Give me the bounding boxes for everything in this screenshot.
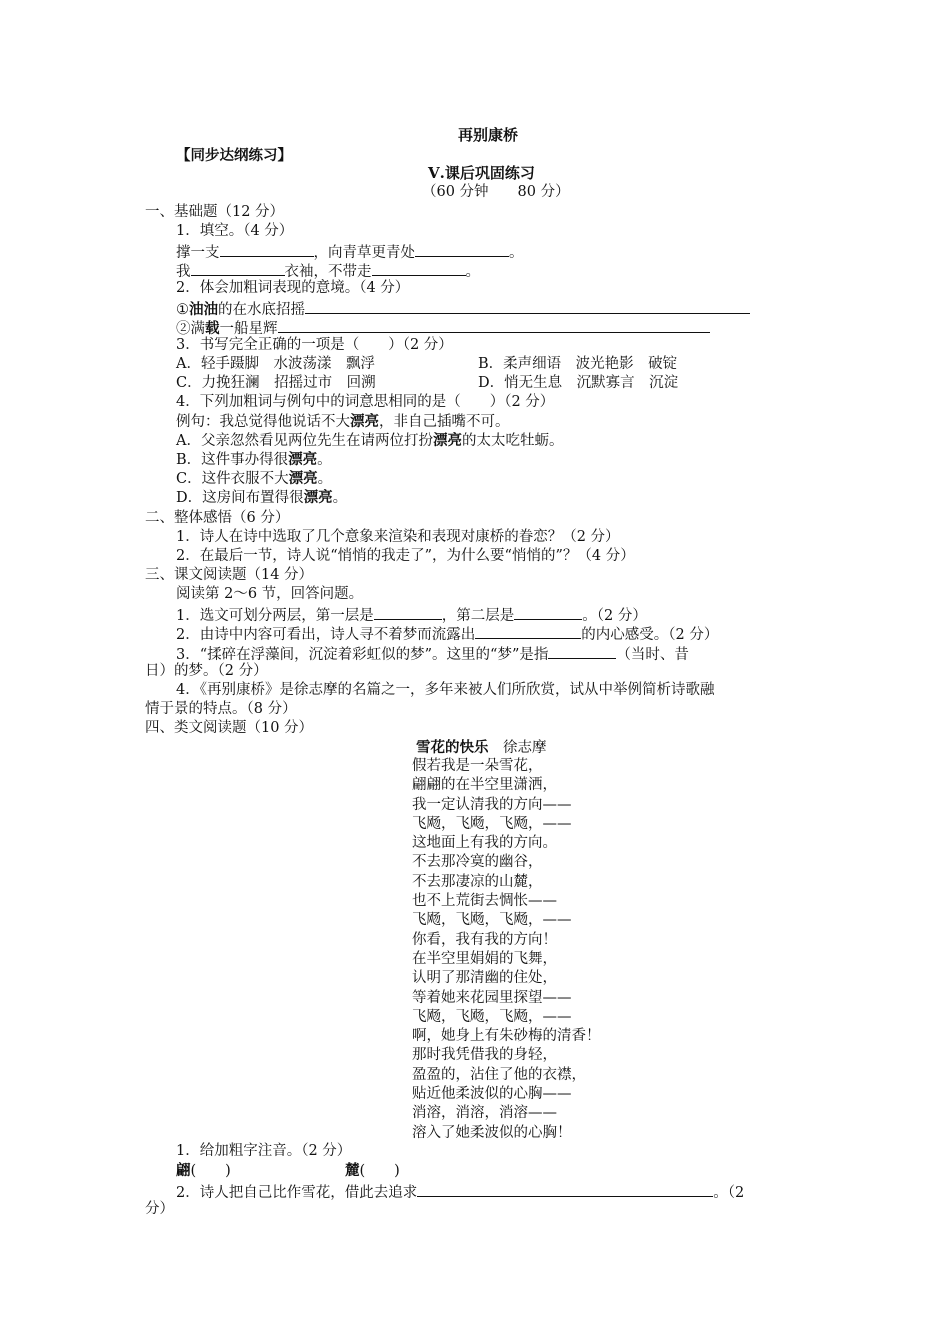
text: 。 [317,452,332,468]
answer-blank[interactable] [278,317,710,333]
bold-word: 漂亮 [303,489,333,506]
text: 我 [176,264,191,280]
poem-line: 不去那凄凉的山麓， [412,873,543,890]
p1-q4-option-a [176,431,563,451]
poem-line: 这地面上有我的方向。 [412,835,557,852]
bold-word: 漂亮 [288,470,318,487]
text: ，非自己插嘴不可。 [379,414,510,430]
poem-line: 那时我凭借我的身轻， [412,1047,557,1064]
p1-q3-option-d: D．悄无生息 沉默寡言 沉淀 [478,375,679,391]
answer-paren[interactable]: ( ) [190,1163,231,1179]
p1-q4-option-d [176,488,347,508]
bold-word: 漂亮 [432,432,462,449]
text: ① [176,302,189,318]
text: 一船星辉 [219,321,278,337]
bold-char: 翩 [176,1162,191,1179]
text: 满 [190,321,205,337]
poem-line: 在半空里娟娟的飞舞， [412,950,557,967]
answer-blank[interactable] [305,298,750,314]
poem-line: 假若我是一朵雪花， [412,758,543,774]
text: 3．“揉碎在浮藻间，沉淀着彩虹似的梦”。这里的“梦”是指 [176,647,549,663]
bold-word: 油油 [189,301,218,318]
time-score: （60 分钟 80 分） [422,184,570,200]
poem-line: 翩翩的在半空里潇洒， [412,777,557,794]
poem-line: 你看，我有我的方向！ [412,931,557,948]
text: 2．由诗中内容可看出，诗人寻不着梦而流露出 [176,627,476,643]
text: C．这件衣服不大 [176,471,289,487]
bold-word: 载 [205,320,220,337]
p2-q1: 1．诗人在诗中选取了几个意象来渲染和表现对康桥的眷恋？（2 分） [176,529,620,545]
poem-line: 啊，她身上有朱砂梅的清香！ [412,1028,601,1045]
poem-line: 消溶，消溶，消溶—— [412,1105,557,1122]
text: 撑一支 [176,245,220,261]
poem-line: 飞飏，飞飏，飞飏，—— [412,815,572,832]
answer-blank[interactable] [417,1181,713,1197]
answer-blank[interactable] [374,604,442,620]
text: 的太太吃牡蛎。 [461,433,564,449]
p3-q4: 4．《再别康桥》是徐志摩的名篇之一，多年来被人们所欣赏，试从中举例简析诗歌融 [176,682,715,698]
poem-line: 盈盈的，沾住了他的衣襟， [412,1066,586,1083]
text: 。 [332,490,348,506]
text: 。 [317,471,333,487]
poem-line: 溶入了她柔波似的心胸！ [412,1124,572,1141]
poem-line: 我一定认清我的方向—— [412,796,572,813]
part3-heading: 三、课文阅读题（14 分） [145,567,314,583]
p1-q4-example [176,412,510,432]
p1-q4-option-b [176,450,332,470]
p1-q3-option-c: C．力挽狂澜 招摇过市 回溯 [176,375,376,391]
p1-q1-stem: 1．填空。（4 分） [176,223,294,239]
answer-blank[interactable] [191,260,285,276]
text: 。（2 [713,1185,745,1201]
p2-q2: 2．在最后一节，诗人说“悄悄的我走了”，为什么要“悄悄的”？（4 分） [176,548,635,564]
poem-author: 徐志摩 [503,740,547,756]
bold-word: 漂亮 [350,413,379,430]
text: ，第二层是 [441,608,515,624]
text: 衣袖，不带走 [284,264,372,280]
poem-line: 也不上荒街去惆怅—— [412,893,557,910]
poem-title: 雪花的快乐 [416,739,489,756]
p4-q2 [176,1181,744,1203]
poem-line: 贴近他柔波似的心胸—— [412,1086,572,1103]
text: A．父亲忽然看见两位先生在请两位打扮 [176,433,433,449]
part4-heading: 四、类文阅读题（10 分） [145,720,314,736]
text: 。（2 分） [582,608,647,624]
text: 例句：我总觉得他说话不大 [176,414,350,430]
p1-q3-stem: 3．书写完全正确的一项是（ ）（2 分） [176,337,453,353]
p4-q2-cont: 分） [145,1201,174,1217]
poem-heading [416,738,547,758]
p1-q4-stem: 4．下列加粗词与例句中的词意思相同的是（ ）（2 分） [176,394,555,410]
answer-paren[interactable]: ( ) [359,1163,400,1179]
p3-q2 [176,623,718,645]
poem-line: 不去那冷寞的幽谷， [412,854,543,871]
doc-title: 再别康桥 [458,126,519,144]
section-tag: 【同步达纲练习】 [176,147,292,164]
answer-blank[interactable] [475,623,581,639]
p1-q2-stem: 2．体会加粗词表现的意境。（4 分） [176,280,410,296]
p3-intro: 阅读第 2～6 节，回答问题。 [176,586,364,602]
doc-subtitle: Ⅴ.课后巩固练习 [428,164,535,182]
p4-q1: 1．给加粗字注音。（2 分） [176,1143,352,1159]
text: 2．诗人把自己比作雪花，借此去追求 [176,1185,418,1201]
poem-line: 飞飏，飞飏，飞飏，—— [412,1008,572,1025]
p4-q1-item1 [176,1161,231,1181]
answer-blank[interactable] [415,241,509,257]
p4-q1-item2 [345,1161,400,1181]
text: 的在水底招摇 [218,302,305,318]
text: 的内心感受。（2 分） [581,627,719,643]
bold-word: 漂亮 [288,451,318,468]
poem-line: 认明了那清幽的住处， [412,970,557,987]
answer-blank[interactable] [220,241,314,257]
part2-heading: 二、整体感悟（6 分） [145,510,290,526]
text: 。 [465,264,480,280]
text: ，向青草更青处 [313,245,415,261]
text: ② [176,321,191,337]
text: B．这件事办得很 [176,452,289,468]
text: （当时、昔 [616,647,689,663]
text: 1．选文可划分两层，第一层是 [176,608,374,624]
part1-heading: 一、基础题（12 分） [145,204,285,220]
p1-q4-option-c [176,469,332,489]
poem-body [412,757,601,1143]
p3-q4-cont: 情于景的特点。（8 分） [145,701,297,717]
poem-line: 等着她来花园里探望—— [412,989,572,1006]
p1-q3-option-b: B．柔声细语 波光艳影 破锭 [478,356,678,372]
text: D．这房间布置得很 [176,490,304,506]
p3-q3-cont: 日）的梦。（2 分） [145,663,268,679]
bold-char: 麓 [345,1162,360,1179]
p1-q3-option-a: A．轻手蹑脚 水波荡漾 飘浮 [176,356,375,372]
text: 。 [509,245,524,261]
answer-blank[interactable] [514,604,582,620]
answer-blank[interactable] [548,643,616,659]
poem-line: 飞飏，飞飏，飞飏，—— [412,912,572,929]
answer-blank[interactable] [372,260,466,276]
